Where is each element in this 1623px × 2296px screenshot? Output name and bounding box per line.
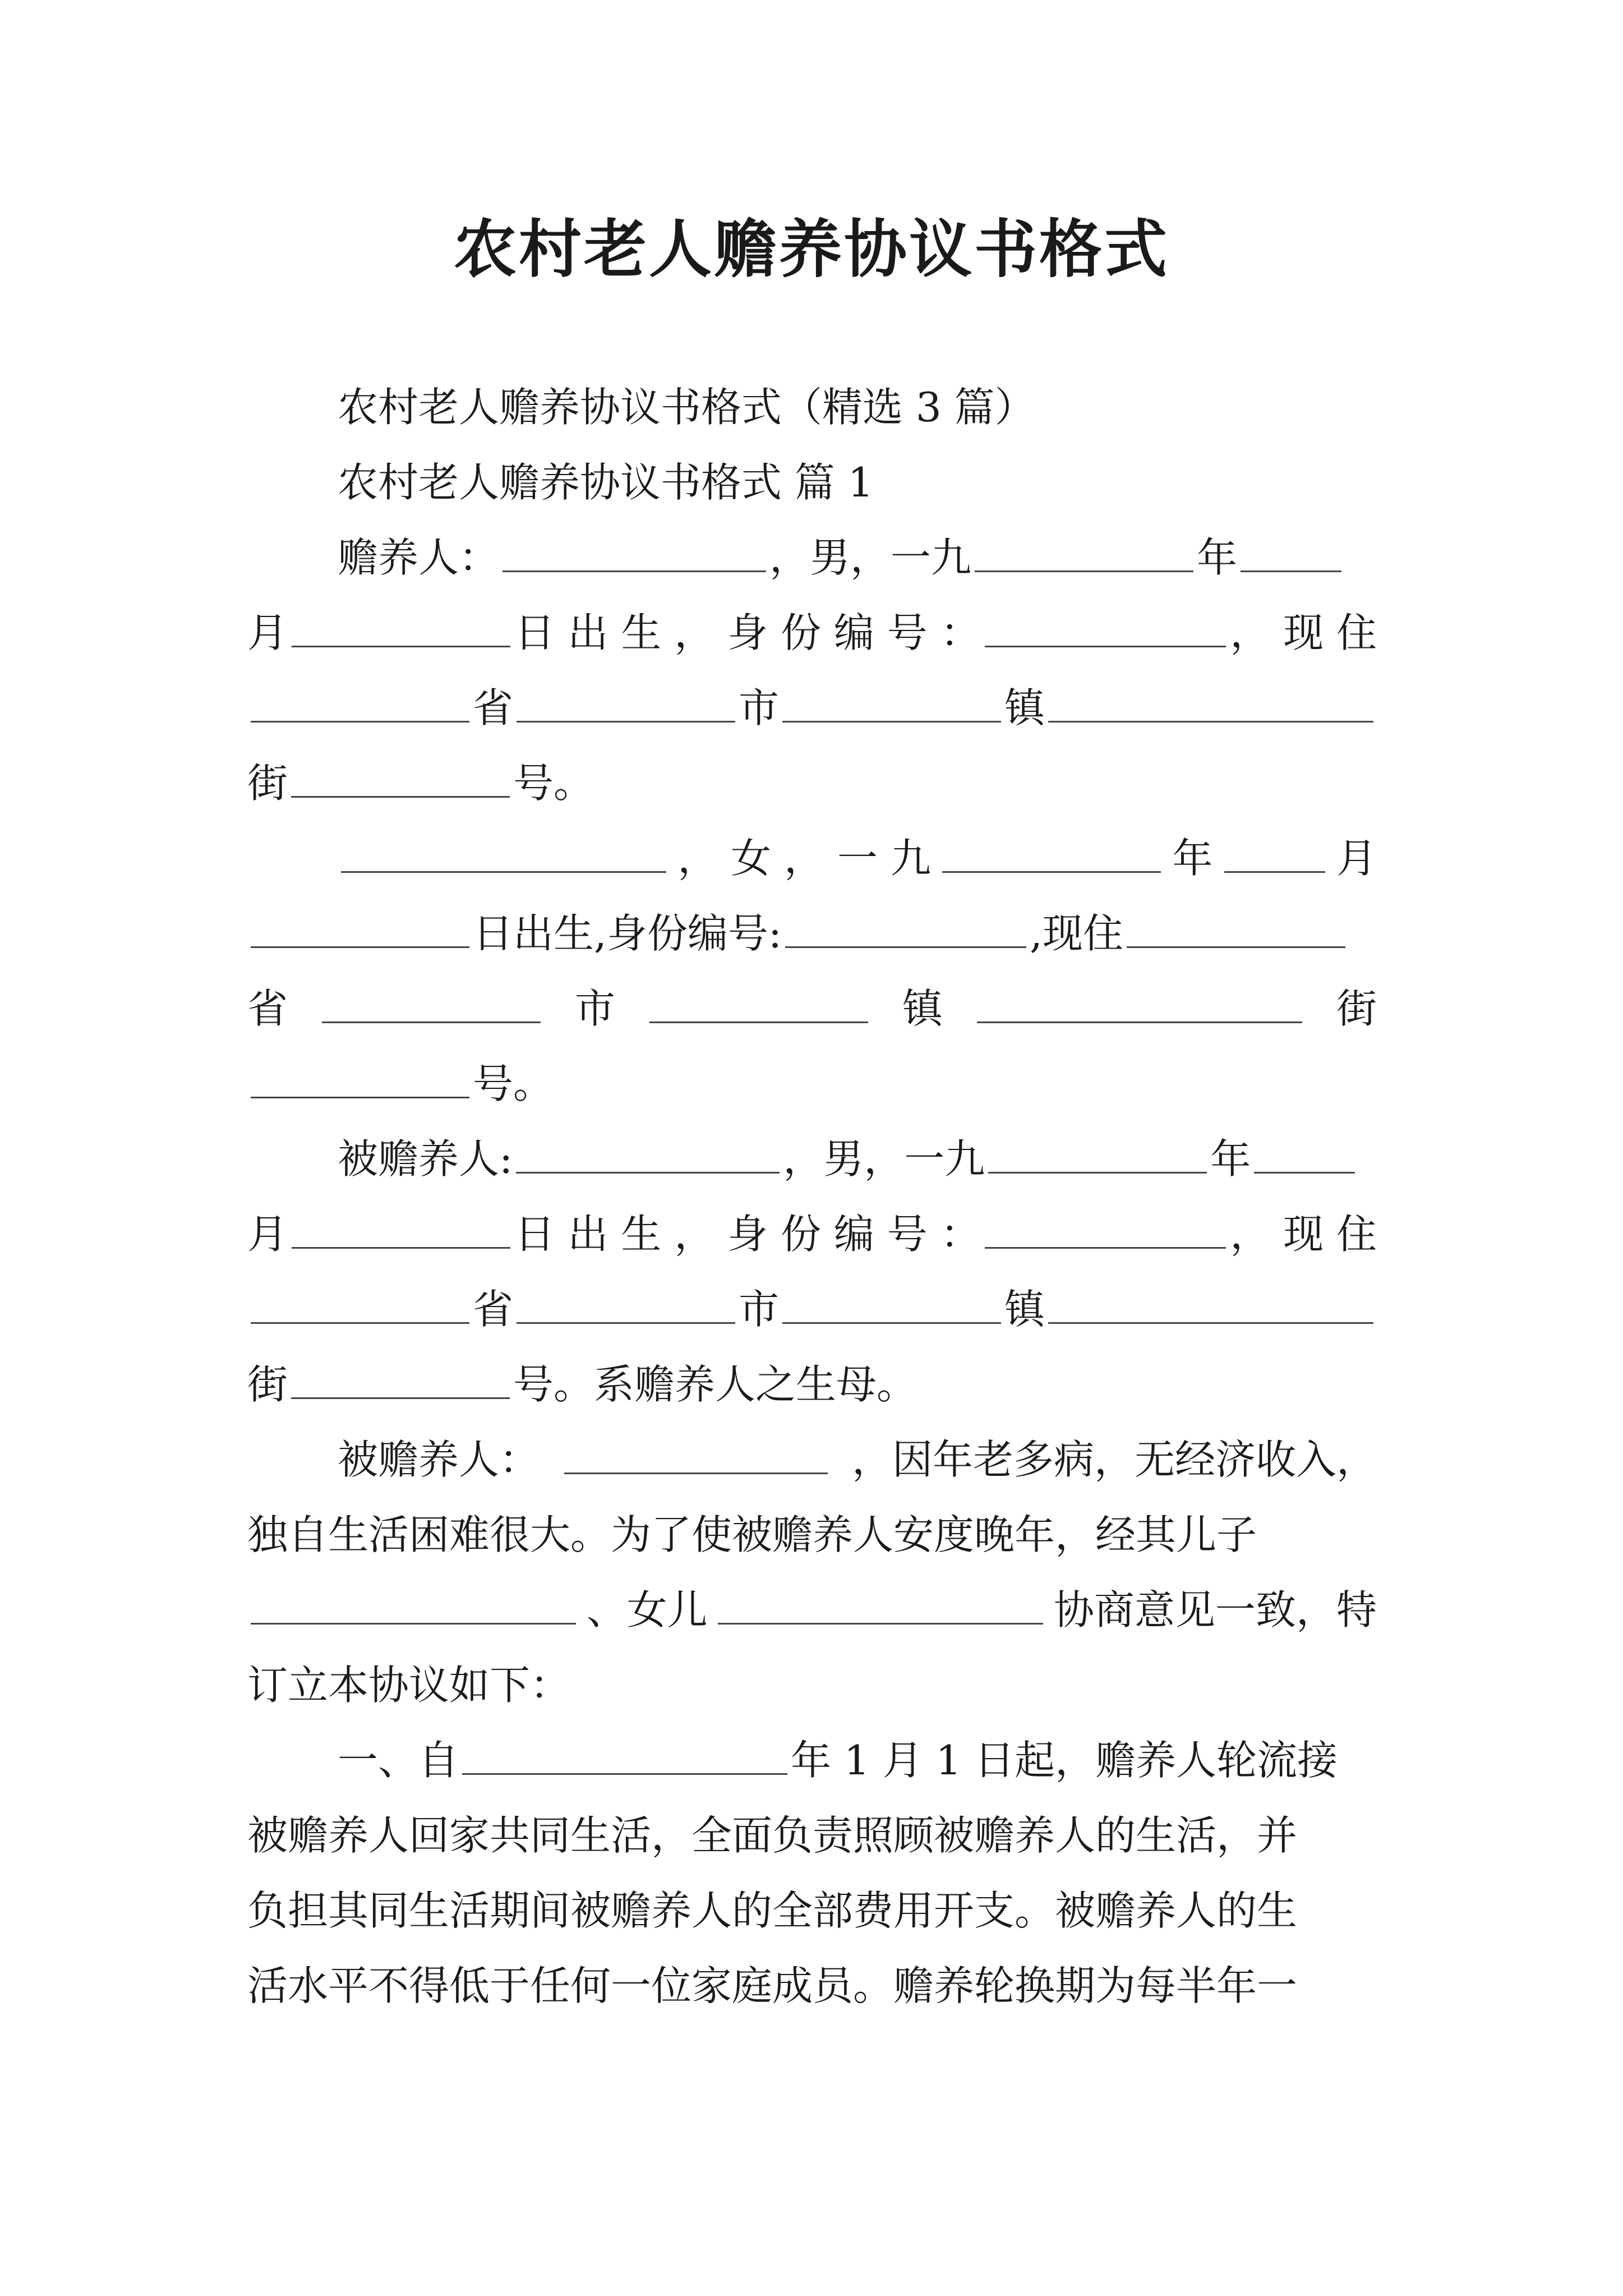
text-line [247,1271,1377,1333]
fill-in-blank[interactable] [517,716,735,723]
line-text: 街 [1336,985,1377,1032]
line-text: 号。 [473,1060,554,1107]
line-text: 年 [1172,835,1213,882]
text-line [338,820,1377,882]
line-text: 月 [247,1211,288,1258]
fill-in-blank[interactable] [251,1618,576,1625]
fill-in-blank[interactable] [516,1167,780,1174]
line-text: 年 [1197,534,1238,581]
text-line [247,745,1377,807]
text-line [247,1872,1377,1934]
fill-in-blank[interactable] [251,716,469,723]
text-line [247,1797,1377,1859]
line-text: 号。 [513,760,594,807]
fill-in-blank[interactable] [462,1769,787,1775]
line-text: 镇 [1004,1286,1045,1333]
fill-in-blank[interactable] [292,641,510,647]
text-line [247,1497,1377,1558]
line-text: 年 1 月 1 日起，赡养人轮流接 [791,1737,1338,1784]
fill-in-blank[interactable] [1048,716,1373,723]
fill-in-blank[interactable] [1254,1167,1355,1174]
fill-in-blank[interactable] [782,1318,1001,1324]
fill-in-blank[interactable] [1224,867,1325,873]
fill-in-blank[interactable] [985,641,1226,647]
line-text: 号。系赡养人之生母。 [513,1361,917,1408]
line-text: 月 [247,609,288,656]
line-text: 一、自 [338,1737,459,1784]
line-text: 农村老人赡养协议书格式 篇 1 [338,459,874,506]
line-text: 日 出 生 ， 身 份 编 号 ： [514,609,981,656]
text-line [338,1421,1377,1483]
text-line [247,1046,1377,1107]
line-text: ，男，一九 [769,534,972,581]
text-line [247,1948,1377,2009]
document-title: 农村老人赡养协议书格式 [454,213,1169,286]
line-text: ，因年老多病，无经济收入， [851,1436,1377,1483]
line-text: 市 [574,985,615,1032]
fill-in-blank[interactable] [785,942,1026,948]
line-text: 街 [247,1361,288,1408]
line-text: 省 [473,1286,514,1333]
text-line [338,369,1377,431]
text-line [247,670,1377,731]
line-text: 农村老人赡养协议书格式（精选 3 篇） [338,384,1035,431]
text-line [247,970,1377,1032]
fill-in-blank[interactable] [291,1393,510,1399]
fill-in-blank[interactable] [782,716,1001,723]
line-text: 市 [739,684,780,731]
text-line [247,895,1377,957]
fill-in-blank[interactable] [251,1092,469,1098]
fill-in-blank[interactable] [988,1167,1207,1174]
line-text: 日出生,身份编号: [473,910,782,957]
line-text: ，男，一九 [783,1135,985,1182]
text-line [247,1196,1377,1258]
line-text: 负担其同生活期间被赡养人的全部费用开支。被赡养人的生 [247,1887,1298,1934]
line-text: 省 [247,985,288,1032]
fill-in-blank[interactable] [341,867,666,873]
line-text: 市 [739,1286,780,1333]
line-text: 月 [1336,835,1377,882]
line-text: 年 [1210,1135,1251,1182]
fill-in-blank[interactable] [502,566,766,572]
fill-in-blank[interactable] [977,1017,1302,1023]
fill-in-blank[interactable] [322,1017,541,1023]
fill-in-blank[interactable] [942,867,1161,873]
fill-in-blank[interactable] [292,1243,510,1249]
fill-in-blank[interactable] [1127,942,1345,948]
text-line [247,1647,1377,1709]
text-line [338,444,1377,506]
text-line [338,519,1377,581]
fill-in-blank[interactable] [251,1318,469,1324]
line-text: 省 [473,684,514,731]
line-text: 协商意见一致，特 [1053,1586,1377,1634]
fill-in-blank[interactable] [1241,566,1341,572]
text-line [247,595,1377,656]
line-text: 街 [247,760,288,807]
fill-in-blank[interactable] [985,1243,1226,1249]
line-text: 镇 [902,985,943,1032]
fill-in-blank[interactable] [1048,1318,1373,1324]
line-text: ， 现 住 [1230,609,1377,656]
line-text: 被赡养人回家共同生活，全面负责照顾被赡养人的生活，并 [247,1812,1298,1859]
line-text: ， 现 住 [1230,1211,1377,1258]
line-text: 被赡养人: [338,1135,513,1182]
line-text: 赡养人： [338,534,500,581]
line-text: 日 出 生 ， 身 份 编 号 ： [514,1211,981,1258]
fill-in-blank[interactable] [975,566,1193,572]
fill-in-blank[interactable] [291,792,510,798]
text-line [338,1722,1377,1784]
text-line [247,1572,1377,1634]
fill-in-blank[interactable] [517,1318,735,1324]
line-text: 、女儿 [586,1586,708,1634]
text-line [247,1346,1377,1408]
fill-in-blank[interactable] [564,1468,828,1474]
fill-in-blank[interactable] [251,942,469,948]
fill-in-blank[interactable] [649,1017,868,1023]
line-text: 被赡养人： [338,1436,540,1483]
line-text: ,现住 [1030,910,1124,957]
line-text: 订立本协议如下： [247,1662,571,1709]
text-line [338,1121,1377,1182]
line-text: 独自生活困难很大。为了使被赡养人安度晚年，经其儿子 [247,1511,1257,1558]
line-text: ， 女 ， 一 九 [677,835,931,882]
line-text: 活水平不得低于任何一位家庭成员。赡养轮换期为每半年一 [247,1962,1298,2009]
fill-in-blank[interactable] [718,1618,1043,1625]
line-text: 镇 [1004,684,1045,731]
